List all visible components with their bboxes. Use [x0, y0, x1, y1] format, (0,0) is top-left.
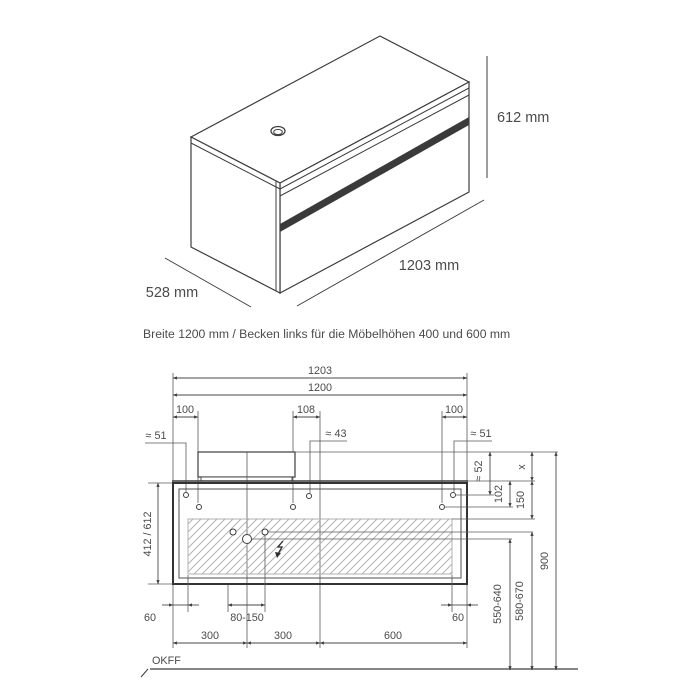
dim-hole-depth-right: ≈ 51 — [470, 428, 492, 440]
dim-carcass-width: 1200 — [307, 382, 333, 394]
iso-width-label: 1203 mm — [398, 258, 460, 274]
dim-hole-row2-depth: 102 — [493, 484, 505, 504]
dim-hatch-top-depth: 150 — [515, 490, 527, 510]
caption: Breite 1200 mm / Becken links für die Möbelhöhen 400 und 600 mm — [143, 327, 511, 341]
water-supply-right — [262, 529, 268, 535]
dim-edge-left: 60 — [143, 612, 157, 624]
dim-hole-right-offset: 100 — [444, 404, 464, 416]
height-dimension — [487, 56, 549, 178]
dim-basin-height: x — [516, 464, 528, 470]
mounting-hole — [184, 493, 189, 498]
dim-hole-center-offset: 108 — [296, 404, 316, 416]
dim-hole-depth-center: ≈ 43 — [325, 428, 347, 440]
floor-label: OKFF — [152, 655, 181, 667]
mounting-hole — [440, 505, 445, 510]
dim-drain-height: 550-640 — [492, 584, 504, 624]
dim-overall-width: 1203 — [307, 365, 333, 377]
cabinet-box — [191, 36, 469, 293]
dim-hole-depth-left: ≈ 51 — [145, 430, 167, 442]
mounting-hole — [307, 494, 312, 499]
installation-view — [141, 365, 578, 677]
mounting-hole — [197, 505, 202, 510]
water-supply-left — [230, 529, 236, 535]
dim-hole-left-offset: 100 — [175, 404, 195, 416]
mounting-hole — [451, 493, 456, 498]
dim-edge-right: 60 — [451, 612, 465, 624]
isometric-view — [146, 36, 550, 307]
iso-depth-label: 528 mm — [145, 285, 199, 301]
floor-level-icon — [141, 669, 148, 677]
mounting-hole — [291, 505, 296, 510]
dim-cabinet-heights: 412 / 612 — [142, 511, 154, 557]
installation-zone-hatch — [188, 519, 452, 574]
dim-segment-right: 600 — [383, 630, 403, 642]
dim-segment-left: 300 — [200, 630, 220, 642]
dim-rim-height: 900 — [539, 551, 551, 571]
dim-supply-height: 580-670 — [514, 581, 526, 621]
iso-height-label: 612 mm — [497, 110, 550, 126]
dim-hole-depth-right2: ≈ 52 — [473, 460, 485, 482]
washbasin — [198, 452, 295, 481]
tap-hole-icon — [271, 127, 285, 136]
dim-segment-mid: 300 — [273, 630, 293, 642]
drain-connection — [243, 535, 252, 544]
dim-drain-range: 80-150 — [230, 612, 264, 624]
